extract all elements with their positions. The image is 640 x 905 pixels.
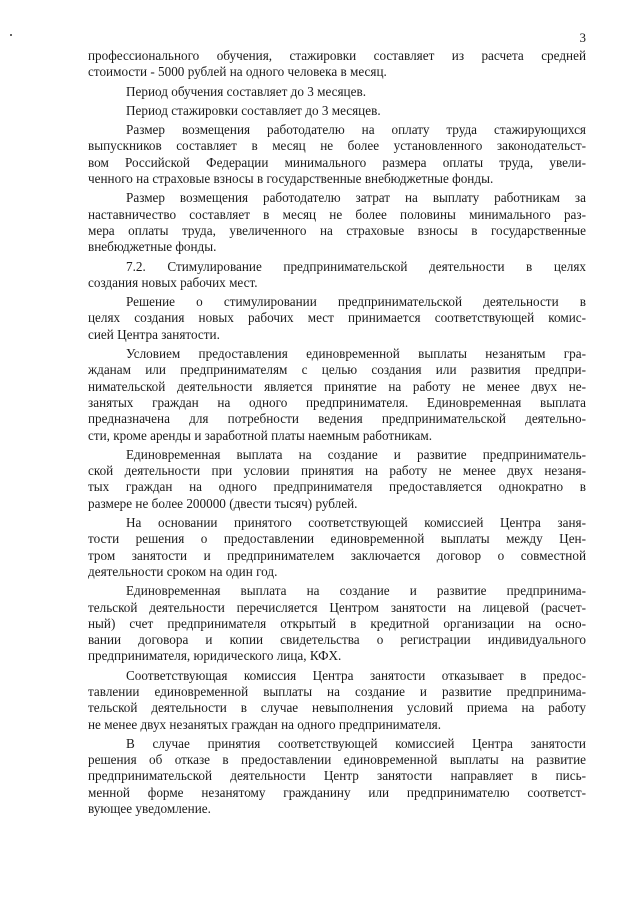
text-line: ченного на страховые взносы в государственные внебюджетные фонды. [88,171,494,187]
paragraph [88,48,586,81]
text-line: Соответствующая комиссия Центра занятости отказывает в предос- [126,667,586,683]
text-line: ный) счет предпринимателя открытый в кредитной организации на осно- [88,615,586,631]
paragraph [88,515,586,580]
text-line: Размер возмещения работодателю на оплату труда стажирующихся [126,122,586,138]
text-line: жданам или предпринимателям с целью создания или развития предпри- [88,362,586,378]
text-line: В случае принятия соответствующей комиссией Центра занятости [126,735,586,751]
document-body [88,48,586,820]
text-line: тельской деятельности перечисляется Центром занятости на лицевой (расчет- [88,599,586,615]
paragraph [88,294,586,343]
text-line: вании договора и копии свидетельства о регистрации индивидуального [88,632,586,648]
text-line: не менее двух незанятых граждан на одного предпринимателя. [88,716,442,732]
text-line: тости решения о предоставлении единовременной выплаты между Цен- [88,531,586,547]
text-line: стоимости - 5000 рублей на одного человека в месяц. [88,64,387,80]
text-line: наставничество составляет в месяц не более половины минимального раз- [88,206,586,222]
text-line: выпускников составляет в месяц не более установленного законодательст- [88,138,586,154]
paragraph [88,122,586,187]
text-line: Решение о стимулировании предпринимательской деятельности в [126,294,586,310]
text-line: менной форме незанятому гражданину или предпринимателю соответст- [88,784,586,800]
paragraph [88,668,586,733]
paragraph [88,259,586,292]
text-line: мера оплаты труда, увеличенного на страховые взносы в государственные [88,222,586,238]
text-line: создания новых рабочих мест. [88,274,258,290]
text-line: тых граждан на одного предпринимателя предоставляется однократно в [88,479,586,495]
text-line: вующее уведомление. [88,801,211,817]
paragraph [88,583,586,664]
text-line: ской деятельности при условии принятия на работу не менее двух незаня- [88,463,586,479]
text-line: сти, кроме аренды и заработной платы наемным работникам. [88,427,432,443]
text-line: деятельности сроком на один год. [88,563,278,579]
paragraph [88,346,586,444]
text-line: нимательской деятельности является принятие на работу не менее двух не- [88,378,586,394]
text-line: профессионального обучения, стажировки составляет из расчета средней [88,48,586,63]
paragraph [88,736,586,817]
text-line: размере не более 200000 (двести тысяч) рублей. [88,495,358,511]
paragraph [88,84,586,100]
text-line: 7.2. Стимулирование предпринимательской деятельности в целях [126,258,586,274]
text-line: Единовременная выплата на создание и развитие предпринима- [126,583,586,599]
text-line: внебюджетные фонды. [88,239,217,255]
text-line: Период обучения составляет до 3 месяцев. [126,83,366,99]
text-line: предпринимателя, юридического лица, КФХ. [88,648,342,664]
text-line: предпринимательской деятельности Центр занятости направляет в пись- [88,768,586,784]
paragraph [88,103,586,119]
text-line: занятых граждан на одного предпринимателя. Единовременная выплата [88,394,586,410]
scan-speck [10,34,12,36]
text-line: Условием предоставления единовременной выплаты незанятым гра- [126,346,586,362]
text-line: тельской деятельности в случае невыполнения условий приема на работу [88,700,586,716]
text-line: Размер возмещения работодателю затрат на выплату работникам за [126,190,586,206]
paragraph [88,190,586,255]
text-line: вом Российской Федерации минимального размера оплаты труда, увели- [88,154,586,170]
text-line: Период стажировки составляет до 3 месяцев. [126,102,381,118]
text-line: сией Центра занятости. [88,326,220,342]
page-number: 3 [579,30,586,45]
text-line: тром занятости и предпринимателем заключается договор о совместной [88,547,586,563]
text-line: Единовременная выплата на создание и развитие предприниматель- [126,446,586,462]
text-line: На основании принятого соответствующей комиссией Центра заня- [126,515,586,531]
text-line: целях создания новых рабочих мест принимается соответствующей комис- [88,310,586,326]
text-line: предназначена для потребности ведения предпринимательской деятельно- [88,411,586,427]
text-line: тавлении единовременной выплаты на создание и развитие предпринима- [88,683,586,699]
paragraph [88,447,586,512]
text-line: решения об отказе в предоставлении единовременной выплаты на развитие [88,752,586,768]
